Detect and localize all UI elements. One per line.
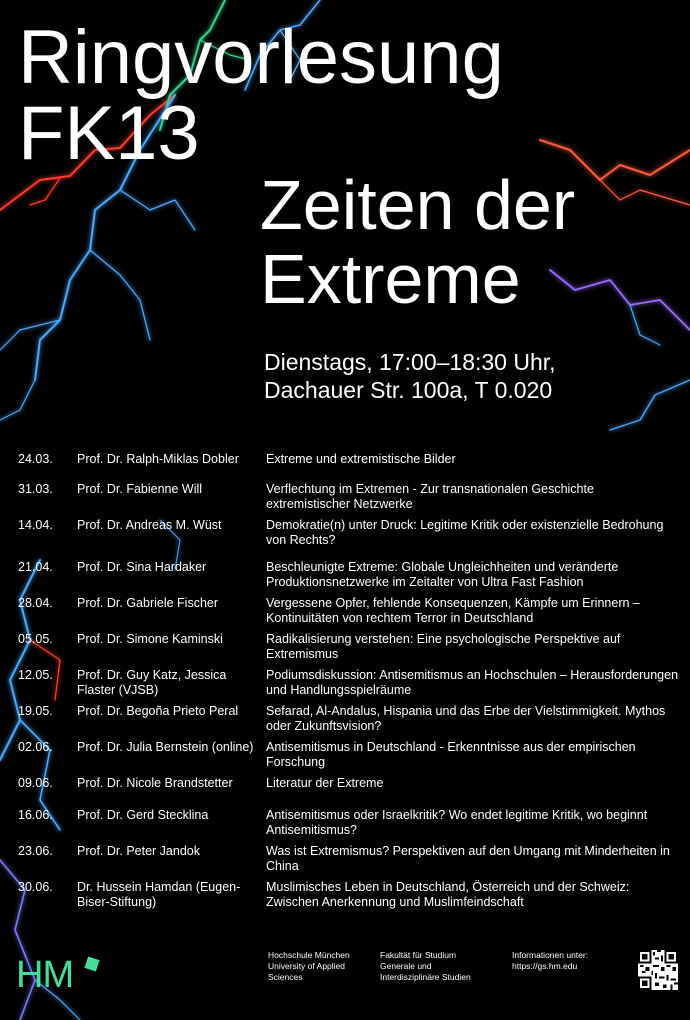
schedule-topic: Muslimisches Leben in Deutschland, Österreich und der Schweiz: Zwischen Anerkennung und Muslimfeindschaft: [266, 880, 630, 909]
schedule-date: 12.05.: [18, 668, 53, 682]
schedule-date: 24.03.: [18, 452, 53, 466]
schedule-topic: Sefarad, Al-Andalus, Hispania und das Erbe der Vielstimmigkeit. Mythos oder Zukunftsvision?: [266, 704, 666, 733]
series-subtitle: [260, 168, 575, 316]
schedule-date: 28.04.: [18, 596, 53, 610]
subtitle-line-2: Extreme: [260, 240, 521, 318]
schedule-speaker: Prof. Dr. Ralph-Miklas Dobler: [77, 452, 239, 466]
faculty-name: Fakultät für Studium Generale und Interdisziplinäre Studien: [380, 950, 471, 982]
schedule-topic: Was ist Extremismus? Perspektiven auf den Umgang mit Minderheiten in China: [266, 844, 670, 873]
schedule-speaker: Prof. Dr. Nicole Brandstetter: [77, 776, 233, 790]
title-line-1: Ringvorlesung: [18, 15, 504, 100]
location-line: Dachauer Str. 100a, T 0.020: [264, 377, 553, 403]
schedule-speaker: Prof. Dr. Guy Katz, Jessica Flaster (VJSB): [77, 668, 227, 697]
time-location: [264, 348, 556, 404]
schedule-topic: Verflechtung im Extremen - Zur transnationalen Geschichte extremistischer Netzwerke: [266, 482, 594, 511]
schedule-topic: Vergessene Opfer, fehlende Konsequenzen, Kämpfe um Erinnern – Kontinuitäten von rechtem Terror in Deutschland: [266, 596, 640, 625]
info-text: Informationen unter: https://gs.hm.edu: [512, 950, 589, 971]
schedule-date: 16.06.: [18, 808, 53, 822]
schedule-topic: Extreme und extremistische Bilder: [266, 452, 456, 466]
schedule-speaker: Prof. Dr. Peter Jandok: [77, 844, 200, 858]
schedule-date: 19.05.: [18, 704, 53, 718]
schedule-speaker: Prof. Dr. Begoña Prieto Peral: [77, 704, 239, 718]
schedule-topic: Literatur der Extreme: [266, 776, 384, 790]
schedule-date: 21.04.: [18, 560, 53, 574]
schedule-date: 09.06.: [18, 776, 53, 790]
schedule-date: 23.06.: [18, 844, 53, 858]
schedule-speaker: Prof. Dr. Julia Bernstein (online): [77, 740, 254, 754]
qr-code-icon: [638, 950, 678, 990]
schedule-date: 05.05.: [18, 632, 53, 646]
schedule-topic: Beschleunigte Extreme: Globale Ungleichheiten und veränderte Produktionsnetzwerke im Zeitalter von Ultra Fast Fashion: [266, 560, 619, 589]
schedule-date: 02.06.: [18, 740, 53, 754]
schedule-speaker: Prof. Dr. Gabriele Fischer: [77, 596, 219, 610]
schedule-speaker: Prof. Dr. Sina Hardaker: [77, 560, 207, 574]
schedule-date: 14.04.: [18, 518, 53, 532]
schedule-topic: Antisemitismus oder Israelkritik? Wo endet legitime Kritik, wo beginnt Antisemitismus?: [266, 808, 648, 837]
schedule-topic: Podiumsdiskussion: Antisemitismus an Hochschulen – Herausforderungen und Handlungsspielräume: [266, 668, 679, 697]
hm-logo: HM: [16, 954, 74, 996]
schedule-topic: Radikalisierung verstehen: Eine psychologische Perspektive auf Extremismus: [266, 632, 621, 661]
schedule-speaker: Prof. Dr. Fabienne Will: [77, 482, 203, 496]
schedule-date: 30.06.: [18, 880, 53, 894]
subtitle-line-1: Zeiten der: [260, 166, 576, 244]
schedule-speaker: Prof. Dr. Gerd Stecklina: [77, 808, 209, 822]
schedule-date: 31.03.: [18, 482, 53, 496]
title-line-2: FK13: [18, 91, 200, 176]
event-title: [18, 15, 504, 176]
university-name: Hochschule München University of Applied Sciences: [268, 950, 350, 982]
schedule-speaker: Prof. Dr. Andreas M. Wüst: [77, 518, 222, 532]
schedule-topic: Demokratie(n) unter Druck: Legitime Kritik oder existenzielle Bedrohung von Rechts?: [266, 518, 664, 547]
schedule-topic: Antisemitismus in Deutschland - Erkenntnisse aus der empirischen Forschung: [266, 740, 636, 769]
schedule-speaker: Dr. Hussein Hamdan (Eugen-Biser-Stiftung): [77, 880, 241, 909]
time-line: Dienstags, 17:00–18:30 Uhr,: [264, 349, 556, 375]
schedule-speaker: Prof. Dr. Simone Kaminski: [77, 632, 223, 646]
